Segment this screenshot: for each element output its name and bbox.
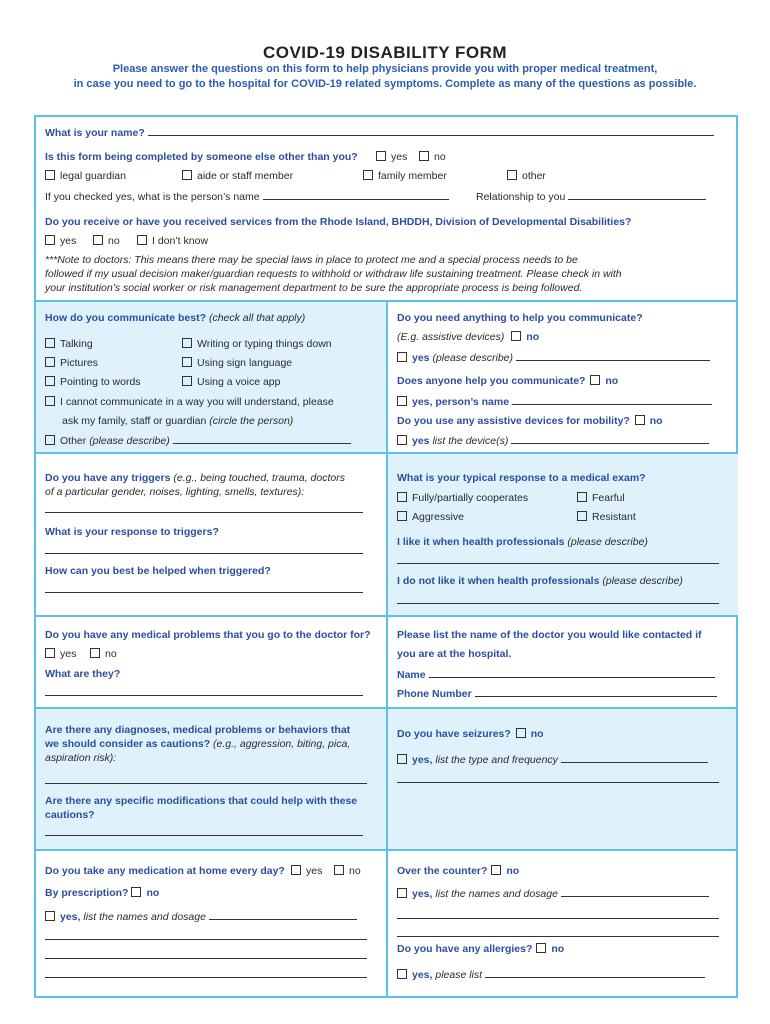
- doctor-phone-field[interactable]: [475, 687, 717, 697]
- other-checkbox[interactable]: [45, 435, 55, 445]
- modifications-question-line-1: Are there any specific modifications that could help with these: [45, 795, 358, 807]
- mobility-yes-option[interactable]: yes list the device(s): [397, 434, 709, 448]
- prescription-field-4[interactable]: [45, 968, 367, 978]
- family-option[interactable]: family member: [363, 170, 447, 183]
- otc-field-3[interactable]: [397, 927, 719, 937]
- best-help-field[interactable]: [45, 583, 363, 593]
- pictures-option[interactable]: Pictures: [45, 357, 98, 370]
- exam-response-question: What is your typical response to a medical exam?: [397, 472, 646, 484]
- devices-field[interactable]: [511, 434, 709, 444]
- aide-option[interactable]: aide or staff member: [182, 170, 293, 183]
- talking-option[interactable]: Talking: [45, 338, 93, 351]
- seizures-extra-field[interactable]: [397, 773, 719, 783]
- yes-checkbox[interactable]: [291, 865, 301, 875]
- talking-checkbox[interactable]: [45, 338, 55, 348]
- like-field[interactable]: [397, 554, 719, 564]
- prescription-names-field[interactable]: [209, 910, 357, 920]
- resistant-option[interactable]: Resistant: [577, 511, 636, 524]
- dont-know-checkbox[interactable]: [137, 235, 147, 245]
- medical-no-option[interactable]: no: [90, 648, 117, 661]
- writing-option[interactable]: Writing or typing things down: [182, 338, 332, 351]
- allergies-field[interactable]: [485, 968, 705, 978]
- medical-problems-question: Do you have any medical problems that you go to the doctor for?: [45, 629, 371, 641]
- other-option[interactable]: other: [507, 170, 546, 183]
- divider: [386, 302, 388, 452]
- triggers-question: Do you have any triggers (e.g., being touched, trauma, doctors: [45, 472, 345, 484]
- note-line-2: followed if my usual decision maker/guardian requests to withhold or withdraw life sustaining treatment. Please check in with: [45, 268, 622, 280]
- form-subtitle: [0, 62, 770, 92]
- no-checkbox[interactable]: [90, 648, 100, 658]
- no-checkbox[interactable]: [635, 415, 645, 425]
- completed-question: Is this form being completed by someone else other than you?: [45, 151, 358, 163]
- assistive-describe-field[interactable]: [516, 351, 710, 361]
- assistive-no-option[interactable]: (E.g. assistive devices) no: [397, 331, 540, 343]
- yes-checkbox[interactable]: [45, 235, 55, 245]
- no-checkbox[interactable]: [516, 728, 526, 738]
- note-line-3: your institution’s social worker or risk management department to be sure the appropriate process is being followed.: [45, 282, 583, 294]
- assistive-yes-option[interactable]: yes (please describe): [397, 351, 710, 365]
- person-name-line: If you checked yes, what is the person’s name: [45, 190, 449, 204]
- help-yes-option[interactable]: yes, person’s name: [397, 395, 712, 409]
- voice-app-option[interactable]: Using a voice app: [182, 376, 280, 389]
- family-checkbox[interactable]: [363, 170, 373, 180]
- medication-no-option[interactable]: no: [334, 865, 361, 878]
- other-communication-field[interactable]: [173, 434, 351, 444]
- prescription-field-2[interactable]: [45, 930, 367, 940]
- otc-field-2[interactable]: [397, 909, 719, 919]
- divider: [386, 709, 388, 849]
- medical-yes-option[interactable]: yes: [45, 648, 76, 661]
- pictures-checkbox[interactable]: [45, 357, 55, 367]
- cannot-communicate-option[interactable]: I cannot communicate in a way you will understand, please: [45, 396, 334, 409]
- no-checkbox[interactable]: [334, 865, 344, 875]
- yes-checkbox[interactable]: [397, 396, 407, 406]
- need-help-question: Do you need anything to help you communicate?: [397, 312, 643, 324]
- triggers-field[interactable]: [45, 503, 363, 513]
- cannot-communicate-checkbox[interactable]: [45, 396, 55, 406]
- triggers-hint-line-2: of a particular gender, noises, lighting, smells, textures):: [45, 486, 305, 498]
- doctor-name-field[interactable]: [429, 668, 715, 678]
- helper-name-field[interactable]: [512, 395, 712, 405]
- person-name-field[interactable]: [263, 190, 449, 200]
- pointing-option[interactable]: Pointing to words: [45, 376, 141, 389]
- no-checkbox[interactable]: [131, 887, 141, 897]
- legal-guardian-option[interactable]: legal guardian: [45, 170, 126, 183]
- cautions-hint-line-2: aspiration risk):: [45, 752, 117, 764]
- resistant-checkbox[interactable]: [577, 511, 587, 521]
- trigger-response-question: What is your response to triggers?: [45, 526, 219, 538]
- medical-problems-field[interactable]: [45, 686, 363, 696]
- cautions-field[interactable]: [45, 774, 367, 784]
- sign-language-checkbox[interactable]: [182, 357, 192, 367]
- aggressive-checkbox[interactable]: [397, 511, 407, 521]
- subtitle-line-1: Please answer the questions on this form to help physicians provide you with proper medical treatment,: [112, 63, 658, 75]
- cannot-communicate-line-2: ask my family, staff or guardian (circle the person): [62, 415, 294, 427]
- doctor-question-line-1: Please list the name of the doctor you would like contacted if: [397, 629, 702, 641]
- completed-yes-option[interactable]: yes: [376, 151, 407, 164]
- pointing-checkbox[interactable]: [45, 376, 55, 386]
- yes-checkbox[interactable]: [45, 911, 55, 921]
- mobility-question: Do you use any assistive devices for mobility? no: [397, 415, 663, 427]
- prescription-yes-option[interactable]: yes, list the names and dosage: [45, 910, 357, 924]
- services-yes-option[interactable]: yes: [45, 235, 76, 248]
- seizures-question: Do you have seizures? no: [397, 728, 544, 740]
- yes-checkbox[interactable]: [376, 151, 386, 161]
- no-checkbox[interactable]: [491, 865, 501, 875]
- prescription-question: By prescription? no: [45, 887, 160, 899]
- no-checkbox[interactable]: [93, 235, 103, 245]
- yes-checkbox[interactable]: [45, 648, 55, 658]
- allergies-question: Do you have any allergies? no: [397, 943, 565, 955]
- note-line-1: ***Note to doctors: This means there may be special laws in place to protect me and a special process needs to be: [45, 254, 578, 266]
- services-no-option[interactable]: no: [93, 235, 120, 248]
- cautions-question-line-1: Are there any diagnoses, medical problems or behaviors that: [45, 724, 351, 736]
- yes-checkbox[interactable]: [397, 969, 407, 979]
- yes-checkbox[interactable]: [397, 888, 407, 898]
- dislike-question: I do not like it when health professionals (please describe): [397, 575, 683, 587]
- what-are-they-question: What are they?: [45, 668, 121, 680]
- prescription-field-3[interactable]: [45, 949, 367, 959]
- yes-checkbox[interactable]: [397, 754, 407, 764]
- divider: [386, 454, 388, 615]
- fearful-option[interactable]: Fearful: [577, 492, 625, 505]
- yes-checkbox[interactable]: [397, 352, 407, 362]
- aggressive-option[interactable]: Aggressive: [397, 511, 464, 524]
- divider: [386, 851, 388, 998]
- voice-app-checkbox[interactable]: [182, 376, 192, 386]
- doctor-phone-line: Phone Number: [397, 687, 717, 701]
- fearful-checkbox[interactable]: [577, 492, 587, 502]
- services-question: Do you receive or have you received services from the Rhode Island, BHDDH, Division of Developmental Disabilities?: [45, 216, 632, 228]
- allergies-yes-option[interactable]: yes, please list: [397, 968, 705, 982]
- services-dont-know-option[interactable]: I don’t know: [137, 235, 208, 248]
- help-communicate-question: Does anyone help you communicate? no: [397, 375, 619, 387]
- modifications-field[interactable]: [45, 826, 363, 836]
- doctor-name-line: Name: [397, 668, 715, 682]
- aide-checkbox[interactable]: [182, 170, 192, 180]
- dislike-field[interactable]: [397, 594, 719, 604]
- divider: [386, 617, 388, 707]
- doctor-question-line-2: you are at the hospital.: [397, 648, 512, 660]
- cautions-question-line-2: we should consider as cautions? (e.g., aggression, biting, pica,: [45, 738, 351, 750]
- seizures-yes-option[interactable]: yes, list the type and frequency: [397, 753, 708, 767]
- yes-checkbox[interactable]: [397, 435, 407, 445]
- no-checkbox[interactable]: [419, 151, 429, 161]
- other-checkbox[interactable]: [507, 170, 517, 180]
- cooperates-option[interactable]: Fully/partially cooperates: [397, 492, 528, 505]
- no-checkbox[interactable]: [590, 375, 600, 385]
- no-checkbox[interactable]: [536, 943, 546, 953]
- name-field[interactable]: [148, 126, 714, 136]
- other-communication-option[interactable]: Other (please describe): [45, 434, 351, 448]
- form-frame: [34, 115, 738, 998]
- subtitle-line-2: in case you need to go to the hospital for COVID-19 related symptoms. Complete as many of the questions as possible.: [73, 78, 697, 90]
- relationship-field[interactable]: [568, 190, 706, 200]
- legal-guardian-checkbox[interactable]: [45, 170, 55, 180]
- seizures-type-field[interactable]: [561, 753, 708, 763]
- communicate-question: How do you communicate best? (check all that apply): [45, 312, 306, 324]
- relationship-line: Relationship to you: [476, 190, 706, 204]
- daily-medication-question: Do you take any medication at home every day?: [45, 865, 285, 877]
- form-title: COVID-19 DISABILITY FORM: [262, 43, 508, 62]
- cooperates-checkbox[interactable]: [397, 492, 407, 502]
- medication-yes-option[interactable]: yes: [291, 865, 322, 878]
- otc-names-field[interactable]: [561, 887, 709, 897]
- like-question: I like it when health professionals (please describe): [397, 536, 648, 548]
- completed-no-option[interactable]: no: [419, 151, 446, 164]
- otc-question: Over the counter? no: [397, 865, 520, 877]
- trigger-response-field[interactable]: [45, 544, 363, 554]
- name-question: What is your name?: [45, 126, 714, 140]
- otc-yes-option[interactable]: yes, list the names and dosage: [397, 887, 709, 901]
- sign-language-option[interactable]: Using sign language: [182, 357, 292, 370]
- best-help-question: How can you best be helped when triggered?: [45, 565, 271, 577]
- no-checkbox[interactable]: [511, 331, 521, 341]
- writing-checkbox[interactable]: [182, 338, 192, 348]
- modifications-question-line-2: cautions?: [45, 809, 95, 821]
